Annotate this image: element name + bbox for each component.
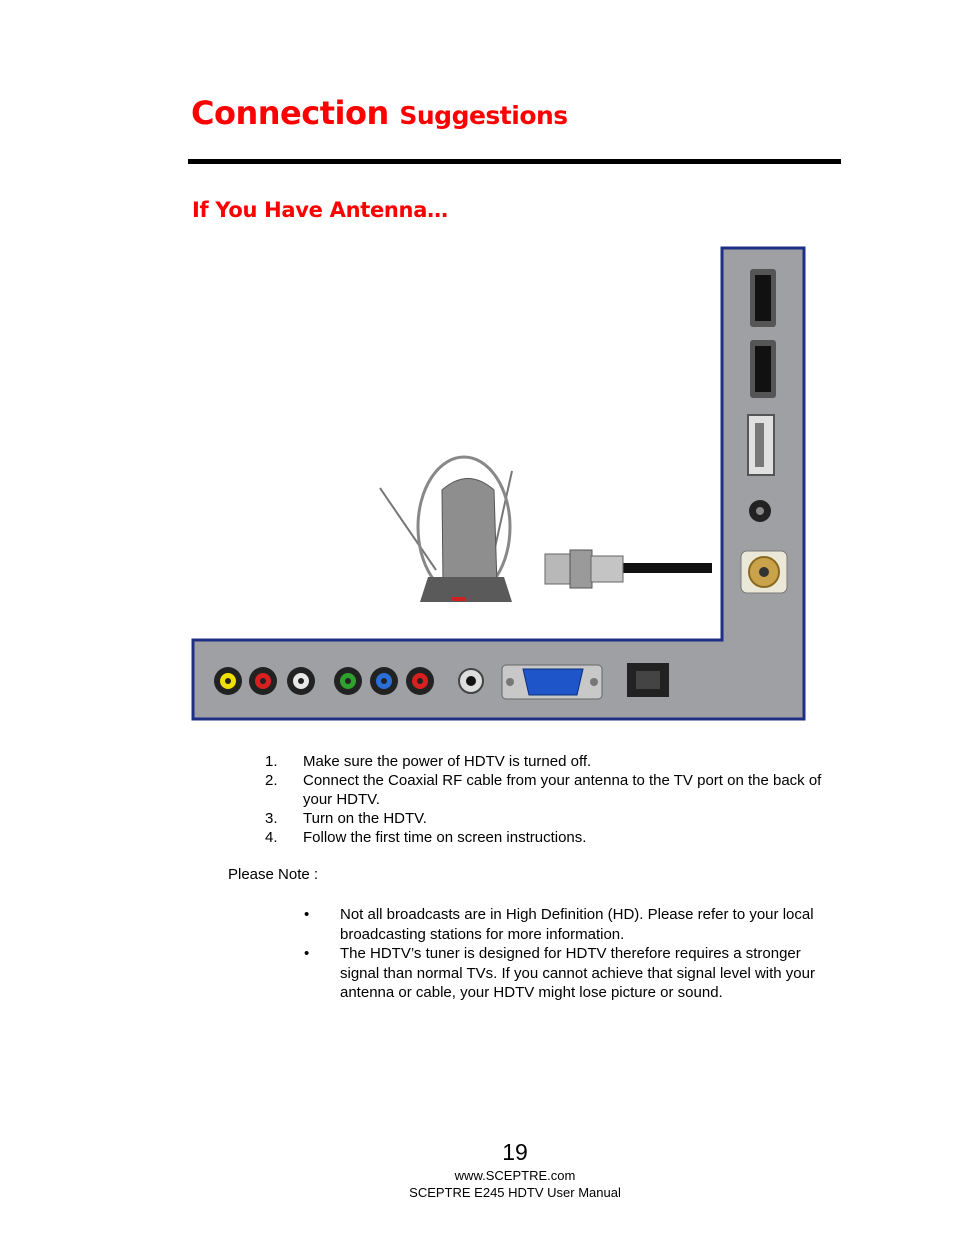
coaxial-cable [622,563,712,573]
bullet-text: The HDTV’s tuner is designed for HDTV therefore requires a stronger signal than normal TVs. If you cannot achieve that signal level with your antenna or cable, your HDTV might lose picture or sound. [340,945,815,1001]
bullet-icon: • [304,945,310,962]
antenna-icon [380,457,512,602]
section-heading: If You Have Antenna… [192,198,448,222]
coaxial-connector-icon [545,550,623,588]
rca-yellow-port-icon [214,667,242,695]
antenna-connection-diagram [190,245,810,723]
title-divider [188,159,841,164]
note-bullet-1 [302,905,837,944]
footer-website: www.SCEPTRE.com [454,1168,576,1183]
audio-in-port-icon [459,669,483,693]
rca-red-port-icon-1 [249,667,277,695]
instruction-steps [265,752,825,847]
step-3 [265,809,825,828]
step-2 [265,771,825,809]
hdmi-port-2-icon [750,340,776,398]
page-title-sub: Suggestions [399,101,568,130]
optical-port-icon [627,663,669,697]
page-number: 19 [502,1139,528,1165]
step-number: 2. [265,772,278,789]
step-number: 4. [265,829,278,846]
step-text: Follow the first time on screen instructions. [303,829,587,846]
page-title-main: Connection [191,94,389,132]
usb-port-icon [748,415,774,475]
step-text: Make sure the power of HDTV is turned off. [303,753,592,770]
note-bullet-2 [302,944,837,1003]
vga-port-icon [502,665,602,699]
audio-jack-icon [749,500,771,522]
rca-green-port-icon [334,667,362,695]
page-title [191,94,568,132]
bullet-text: Not all broadcasts are in High Definition (HD). Please refer to your local broadcasting stations for more information. [340,906,814,943]
rca-red-port-icon-2 [406,667,434,695]
note-bullets [302,905,837,1003]
step-4 [265,828,825,847]
hdmi-port-1-icon [750,269,776,327]
rca-blue-port-icon [370,667,398,695]
coaxial-tv-port-icon [741,551,787,593]
bullet-icon: • [304,906,310,923]
step-1 [265,752,825,771]
step-text: Connect the Coaxial RF cable from your antenna to the TV port on the back of your HDTV. [303,772,822,808]
step-number: 3. [265,810,278,827]
footer-manual-title: SCEPTRE E245 HDTV User Manual [409,1185,621,1200]
rca-white-port-icon [287,667,315,695]
note-label: Please Note : [228,866,319,883]
step-text: Turn on the HDTV. [303,810,427,827]
step-number: 1. [265,753,278,770]
